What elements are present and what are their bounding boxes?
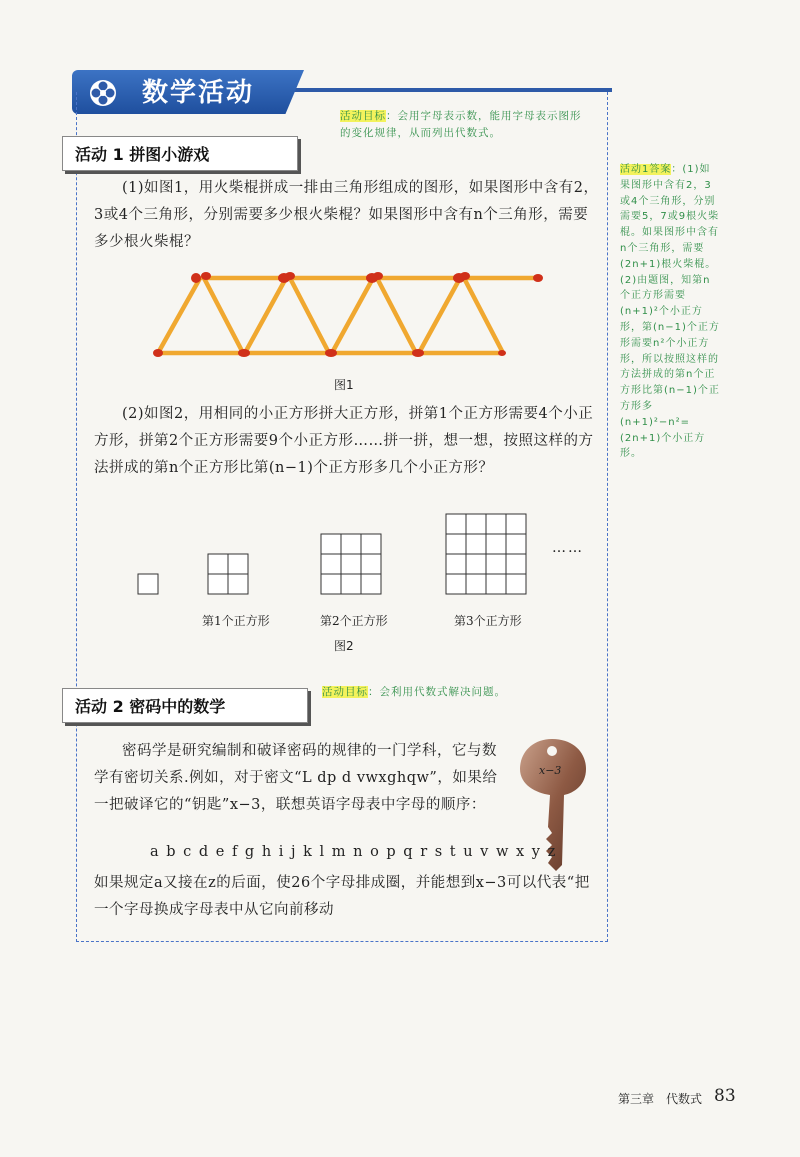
answer-note — [620, 162, 720, 462]
key-label: x−3 — [539, 764, 562, 777]
activity1-goal-note — [340, 108, 590, 142]
figure1-matchsticks — [150, 268, 545, 363]
activity2-paragraph2: 如果规定a又接在z的后面，使26个字母排成圈，并能想到x−3可以代表“把一个字母换成字母表中从它向前移动 — [94, 875, 590, 918]
square2-label: 第2个正方形 — [320, 614, 388, 628]
square1-label: 第1个正方形 — [202, 614, 270, 628]
continuation-dots: …… — [552, 540, 584, 556]
chapter-footer: 第三章 代数式 — [618, 1092, 703, 1106]
figure1-caption: 图1 — [334, 378, 354, 392]
figure2-caption: 图2 — [334, 639, 354, 653]
activity1-question1: (1)如图1，用火柴棍拼成一排由三角形组成的图形，如果图形中含有2，3或4个三角形，分别需要多少根火柴棍？如果图形中含有n个三角形，需要多少根火柴棍？ — [94, 180, 599, 250]
answer-label: 活动1答案 — [620, 164, 672, 175]
square3-label: 第3个正方形 — [454, 614, 522, 628]
activity2-paragraph1: 密码学是研究编制和破译密码的规律的一门学科，它与数学有密切关系.例如，对于密文“L dp d vwxghqw”，如果给一把破译它的“钥匙”x−3，联想英语字母表中字母的顺序： — [94, 743, 498, 813]
alphabet-line: a b c d e f g h i j k l m n o p q r s t u v w x y z — [150, 844, 557, 860]
activity2-goal-note — [322, 684, 522, 701]
goal-label: 活动目标 — [340, 110, 386, 122]
activity1-question2: (2)如图2，用相同的小正方形拼大正方形，拼第1个正方形需要4个小正方形，拼第2个正方形需要9个小正方形……拼一拼，想一想，按照这样的方法拼成的第n个正方形比第(n−1)个正方形多几个小正方形？ — [94, 406, 594, 476]
page-number: 83 — [714, 1086, 736, 1106]
goal2-text: ：会利用代数式解决问题。 — [368, 686, 506, 698]
page-title: 数学活动 — [142, 78, 255, 108]
goal-text: ：会用字母表示数，能用字母表示图形的变化规律，从而列出代数式。 — [340, 110, 582, 139]
goal2-label: 活动目标 — [322, 686, 368, 698]
answer-text: ：(1)如果图形中含有2，3或4个三角形，分别需要5，7或9根火柴棍。如果图形中含有n个三角形，需要(2n+1)根火柴棍。(2)由题图，知第n个正方形需要(n+1)²个小正方形，第(n−1)个正方形需要n²个小正方形，所以按照这样的方法拼成的第n个正方形比第(n−1)个正方形多(n+1)²−n²=(2n+1)个小正方形。 — [620, 164, 720, 460]
figure2-squares — [135, 508, 535, 603]
activity2-title: 活动 2 密码中的数学 — [62, 688, 308, 723]
activity1-title: 活动 1 拼图小游戏 — [62, 136, 298, 171]
